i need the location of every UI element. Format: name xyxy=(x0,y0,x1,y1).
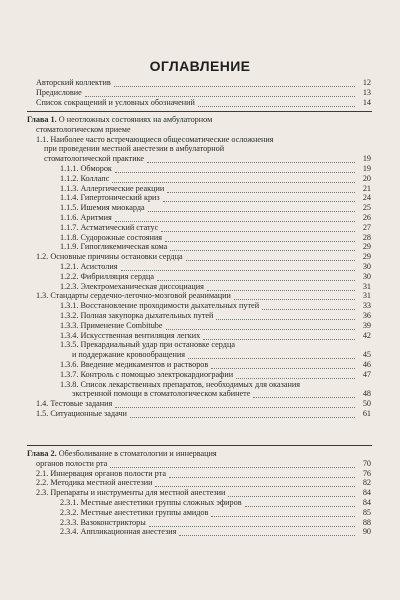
toc-page-number: 85 xyxy=(362,507,371,517)
dot-leader xyxy=(203,338,355,340)
toc-page-number: 21 xyxy=(362,183,371,193)
toc-entry-title: 1.3.7. Контроль с помощью электрокардиографии xyxy=(60,369,234,379)
toc-entry-title: 1.2.2. Фибрилляция сердца xyxy=(60,271,155,281)
toc-entry-title: Авторский коллектив xyxy=(36,78,111,87)
dot-leader xyxy=(211,515,355,517)
page-title: ОГЛАВЛЕНИЕ xyxy=(149,58,251,74)
dot-leader xyxy=(110,466,355,468)
toc-page-number: 12 xyxy=(362,78,371,87)
toc-page-number: 31 xyxy=(362,291,371,301)
toc-entry xyxy=(60,331,371,341)
toc-entry-title: 1.3.5. Прекардиальный удар при остановке сердца xyxy=(60,340,235,350)
dot-leader xyxy=(130,416,355,418)
dot-leader xyxy=(262,308,355,310)
toc-page-number: 19 xyxy=(362,164,371,173)
toc-entry-title: при проведении местной анестезии в амбулаторной xyxy=(44,144,225,154)
toc-entry-title: 1.3.6. Введение медикаментов и растворов xyxy=(60,360,209,369)
dot-leader xyxy=(216,318,355,320)
toc-entry xyxy=(36,125,371,135)
dot-leader xyxy=(245,505,355,507)
toc-page-number: 19 xyxy=(362,154,371,164)
toc-entry xyxy=(36,98,371,108)
toc-entry xyxy=(72,389,371,399)
toc-page-number: 76 xyxy=(362,468,371,478)
toc-page-number: 47 xyxy=(362,369,371,379)
toc-entry-title: 1.2.1. Асистолия xyxy=(60,262,118,271)
toc-entry xyxy=(36,399,371,409)
dot-leader xyxy=(166,328,355,330)
toc-entry xyxy=(60,272,371,282)
toc-page-number: 25 xyxy=(362,203,371,213)
dot-leader xyxy=(170,249,355,251)
dot-leader xyxy=(149,525,355,527)
section-divider xyxy=(27,111,372,112)
toc-entry-title: органов полости рта xyxy=(36,458,108,468)
toc-entry xyxy=(60,340,371,350)
toc-entry xyxy=(60,301,371,311)
toc-entry xyxy=(60,213,371,223)
toc-entry-title: 1.1.8. Судорожные состояния xyxy=(60,232,163,242)
dot-leader xyxy=(169,476,355,478)
toc-entry-title: 1.2.3. Электромеханическая диссоциация xyxy=(60,281,204,291)
toc-page-number: 29 xyxy=(362,252,371,262)
dot-leader xyxy=(161,230,355,232)
dot-leader xyxy=(207,289,355,291)
toc-page-number: 29 xyxy=(362,242,371,252)
toc-entry xyxy=(44,154,371,164)
toc-entry xyxy=(36,409,371,419)
dot-leader xyxy=(228,495,355,497)
toc-entry-title: экстренной помощи в стоматологическом кабинете xyxy=(72,389,251,399)
toc-entry-title: 2.3. Препараты и инструменты для местной анестезии xyxy=(36,488,226,498)
toc-page-number: 61 xyxy=(362,409,371,418)
toc-entry-title: 1.1. Наиболее часто встречающиеся общесоматические осложнения xyxy=(36,134,274,144)
toc-entry-title: 1.3.2. Полная закупорка дыхательных путей xyxy=(60,311,214,320)
toc-entry xyxy=(36,459,371,469)
dot-leader xyxy=(114,85,355,87)
toc-page-number: 45 xyxy=(362,350,371,360)
dot-leader xyxy=(147,161,355,163)
toc-entry-title: 1.1.3. Аллергические реакции xyxy=(60,183,165,193)
section-divider xyxy=(27,445,372,446)
toc-entry-title: стоматологическом приеме xyxy=(36,124,131,134)
dot-leader xyxy=(115,220,355,222)
dot-leader xyxy=(186,259,355,261)
toc-entry xyxy=(60,203,371,213)
toc-entry xyxy=(60,380,371,390)
toc-entry xyxy=(60,518,371,528)
toc-page-number: 13 xyxy=(362,87,371,97)
toc-entry-title: 1.1.5. Ишемия миокарда xyxy=(60,203,145,213)
toc-entry xyxy=(60,282,371,292)
dot-leader xyxy=(179,534,355,536)
toc-page-number: 70 xyxy=(362,458,371,468)
dot-leader xyxy=(188,357,355,359)
toc-entry-title: 1.1.2. Коллапс xyxy=(60,173,110,183)
toc-entry-title: 1.1.7. Астматический статус xyxy=(60,222,159,232)
toc-entry-title: 1.3.8. Список лекарственных препаратов, необходимых для оказания xyxy=(60,379,300,389)
toc-entry-title: 2.3.3. Вазоконстрикторы xyxy=(60,517,146,527)
toc-entry xyxy=(36,291,371,301)
toc-page-number: 24 xyxy=(362,193,371,203)
dot-leader xyxy=(148,210,355,212)
toc-page-number: 28 xyxy=(362,232,371,242)
toc-entry-title: 1.2. Основные причины остановки сердца xyxy=(36,252,183,262)
toc-entry-title: 1.1.1. Обморок xyxy=(60,164,112,173)
toc-page-number: 39 xyxy=(362,320,371,330)
toc-entry xyxy=(44,144,371,154)
toc-entry xyxy=(60,174,371,184)
toc-page-number: 42 xyxy=(362,330,371,340)
toc-entry-title: 2.3.2. Местные анестетики группы амидов xyxy=(60,507,209,517)
toc-page-number: 36 xyxy=(362,311,371,320)
dot-leader xyxy=(121,269,355,271)
toc-page-number: 30 xyxy=(362,271,371,281)
toc-entry-title: и поддержание кровообращения xyxy=(72,350,185,360)
toc-entry xyxy=(36,478,371,488)
toc-entry xyxy=(60,262,371,272)
toc-entry-title: 1.3.4. Искусственная вентиляция легких xyxy=(60,330,201,340)
toc-entry-title: 2.1. Иннервация органов полости рта xyxy=(36,468,166,478)
toc-page-number: 31 xyxy=(362,281,371,291)
toc-page-number: 50 xyxy=(362,399,371,409)
toc-entry-title: Глава 1. О неотложных состояниях на амбулаторном xyxy=(27,115,213,124)
toc-page-number: 20 xyxy=(362,173,371,183)
toc-entry-title: Предисловие xyxy=(36,87,82,97)
dot-leader xyxy=(234,298,355,300)
toc-page-number: 84 xyxy=(362,488,371,498)
toc-entry-title: 1.3. Стандарты сердечно-легочно-мозговой реанимации xyxy=(36,291,231,301)
toc-page-number: 84 xyxy=(362,498,371,507)
dot-leader xyxy=(155,485,355,487)
dot-leader xyxy=(85,95,355,97)
dot-leader xyxy=(112,181,355,183)
toc-page-number: 46 xyxy=(362,360,371,369)
toc-page-number: 90 xyxy=(362,527,371,537)
toc-page-number: 48 xyxy=(362,389,371,399)
toc-entry xyxy=(36,488,371,498)
toc-entry xyxy=(60,223,371,233)
toc-entry-title: 2.2. Методика местной анестезии xyxy=(36,478,153,488)
dot-leader xyxy=(167,191,355,193)
toc-entry-title: Список сокращений и условных обозначений xyxy=(36,97,195,107)
toc-entry-title: стоматологической практике xyxy=(44,154,144,164)
toc-entry-title: 1.5. Ситуационные задачи xyxy=(36,409,127,418)
toc-entry xyxy=(60,321,371,331)
toc-entry-title: 1.1.9. Гипогликемическая кома xyxy=(60,242,168,252)
dot-leader xyxy=(163,200,355,202)
toc-entry xyxy=(60,242,371,252)
toc-page-number: 14 xyxy=(362,97,371,107)
toc-page-number: 82 xyxy=(362,478,371,488)
toc-page-number: 27 xyxy=(362,222,371,232)
toc-entry-title: 1.4. Тестовые задания xyxy=(36,399,113,409)
dot-leader xyxy=(115,406,355,408)
toc-entry xyxy=(60,193,371,203)
toc-entry xyxy=(60,527,371,537)
toc-entry-title: 1.3.3. Применение Combitube xyxy=(60,320,163,330)
toc-entry-title: 2.3.1. Местные анестетики группы сложных эфиров xyxy=(60,498,242,507)
dot-leader xyxy=(211,367,355,369)
toc-entry xyxy=(60,233,371,243)
chapter-heading xyxy=(27,449,371,459)
toc-entry xyxy=(60,498,371,508)
dot-leader xyxy=(198,105,355,107)
toc-page-number: 88 xyxy=(362,517,371,527)
toc-entry-title: 1.3.1. Восстановление проходимости дыхательных путей xyxy=(60,301,260,311)
dot-leader xyxy=(253,396,355,398)
toc-entry xyxy=(36,252,371,262)
toc-entry xyxy=(72,350,371,360)
toc-page-number: 30 xyxy=(362,262,371,271)
dot-leader xyxy=(157,279,355,281)
chapter-heading xyxy=(27,115,371,125)
toc-entry xyxy=(60,164,371,174)
toc-entry xyxy=(36,78,371,88)
toc-entry xyxy=(60,311,371,321)
toc-entry-title: 1.1.4. Гипертонический криз xyxy=(60,193,160,203)
toc-page-number: 33 xyxy=(362,301,371,311)
toc-entry xyxy=(60,360,371,370)
dot-leader xyxy=(165,240,355,242)
toc-entry xyxy=(60,370,371,380)
toc-page-number: 26 xyxy=(362,213,371,222)
dot-leader xyxy=(115,171,355,173)
toc-entry-title: 2.3.4. Аппликационная анестезия xyxy=(60,527,177,537)
toc-entry xyxy=(60,508,371,518)
toc-entry xyxy=(36,135,371,145)
toc-entry xyxy=(60,184,371,194)
toc-entry-title: Глава 2. Обезболивание в стоматологии и иннервация xyxy=(27,449,217,458)
toc-entry xyxy=(36,469,371,479)
toc-entry-title: 1.1.6. Аритмия xyxy=(60,213,112,222)
dot-leader xyxy=(236,377,355,379)
toc-entry xyxy=(36,88,371,98)
